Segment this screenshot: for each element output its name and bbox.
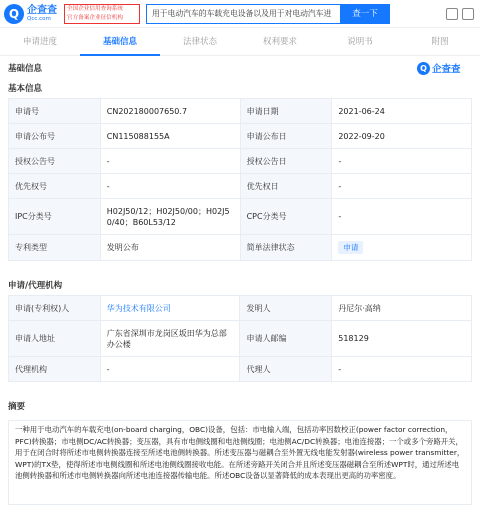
section-basic-facts: 基本信息 <box>8 84 43 94</box>
qcc-logo[interactable] <box>4 3 57 25</box>
slogan-badge: 全国企业信用查询系统 官方备案企业征信机构 <box>64 4 140 24</box>
top-bar <box>0 0 480 28</box>
tab-claims[interactable]: 权利要求 <box>262 37 297 47</box>
table-row: 申请人地址 广东省深圳市龙岗区坂田华为总部 办公楼 申请人邮编 518129 <box>9 321 472 357</box>
tab-drawings[interactable]: 附图 <box>431 37 449 47</box>
table-row: 申请(专利权)人 华为技术有限公司 发明人 丹尼尔·高纳 <box>9 296 472 321</box>
logo-name: 企查查 <box>27 5 57 16</box>
grid-icon[interactable] <box>446 8 458 20</box>
tab-basic-info[interactable]: 基础信息 <box>80 28 160 56</box>
qcc-watermark-icon: Q <box>417 62 430 75</box>
table-row: 申请号 CN202180007650.7 申请日期 2021-06-24 <box>9 99 472 124</box>
menu-icon[interactable] <box>462 8 474 20</box>
qcc-logo-icon: Q <box>4 4 24 24</box>
tab-bar <box>0 28 480 56</box>
tab-progress[interactable]: 申请进度 <box>22 37 57 47</box>
applicant-table <box>8 295 472 382</box>
abstract-text: 一种用于电动汽车的车载充电(on-board charging，OBC)设备，包括：市电输入端，包括功率因数校正(power factor correction，PFC)转换器；市电侧DC/AC转换器；变压器，具有市电侧线圈和电池侧线圈；电池侧AC/DC转换器；电池连接器；一个或多个旁路开关，用于在闭合时将所述市电侧转换器连接至所述电池侧转换器。所述变压器与磁耦合至外置无线电能发射器(wireless power transmitter，WPT)的TX垫，使得所述市电侧线圈和所述电池侧线圈接收电能。在所述旁路开关闭合并且所述变压器磁耦合至所述WPT时，通过所述电池侧转换器和所述市电侧转换器向所述电池连接器传输电能。所述OBC设备以显著降低的成本表现出更高的功率密度。 <box>8 420 472 505</box>
table-row: 优先权号 - 优先权日 - <box>9 174 472 199</box>
applicant-link[interactable]: 华为技术有限公司 <box>106 303 171 313</box>
section-applicant: 申请/代理机构 <box>8 281 63 291</box>
table-row: 代理机构 - 代理人 - <box>9 357 472 382</box>
watermark: Q 企查查 <box>417 61 461 75</box>
tab-description[interactable]: 说明书 <box>347 37 373 47</box>
search-button[interactable]: 查一下 <box>340 4 390 24</box>
table-row: 授权公告号 - 授权公告日 - <box>9 149 472 174</box>
section-abstract: 摘要 <box>8 402 26 412</box>
logo-domain: Qcc.com <box>27 16 51 22</box>
table-row: 申请公布号 CN115088155A 申请公布日 2022-09-20 <box>9 124 472 149</box>
search-input[interactable]: 用于电动汽车的车载充电设备以及用于对电动汽车进 <box>146 4 382 24</box>
legal-status-badge: 申请 <box>338 241 363 254</box>
table-row: 专利类型 发明公布 简单法律状态 申请 <box>9 235 472 261</box>
tab-legal-status[interactable]: 法律状态 <box>182 37 217 47</box>
basic-info-table <box>8 98 472 261</box>
section-basic-info: 基础信息 <box>8 64 43 74</box>
table-row: IPC分类号 H02J50/12；H02J50/00；H02J5 0/40；B60L53/12 CPC分类号 - <box>9 199 472 235</box>
